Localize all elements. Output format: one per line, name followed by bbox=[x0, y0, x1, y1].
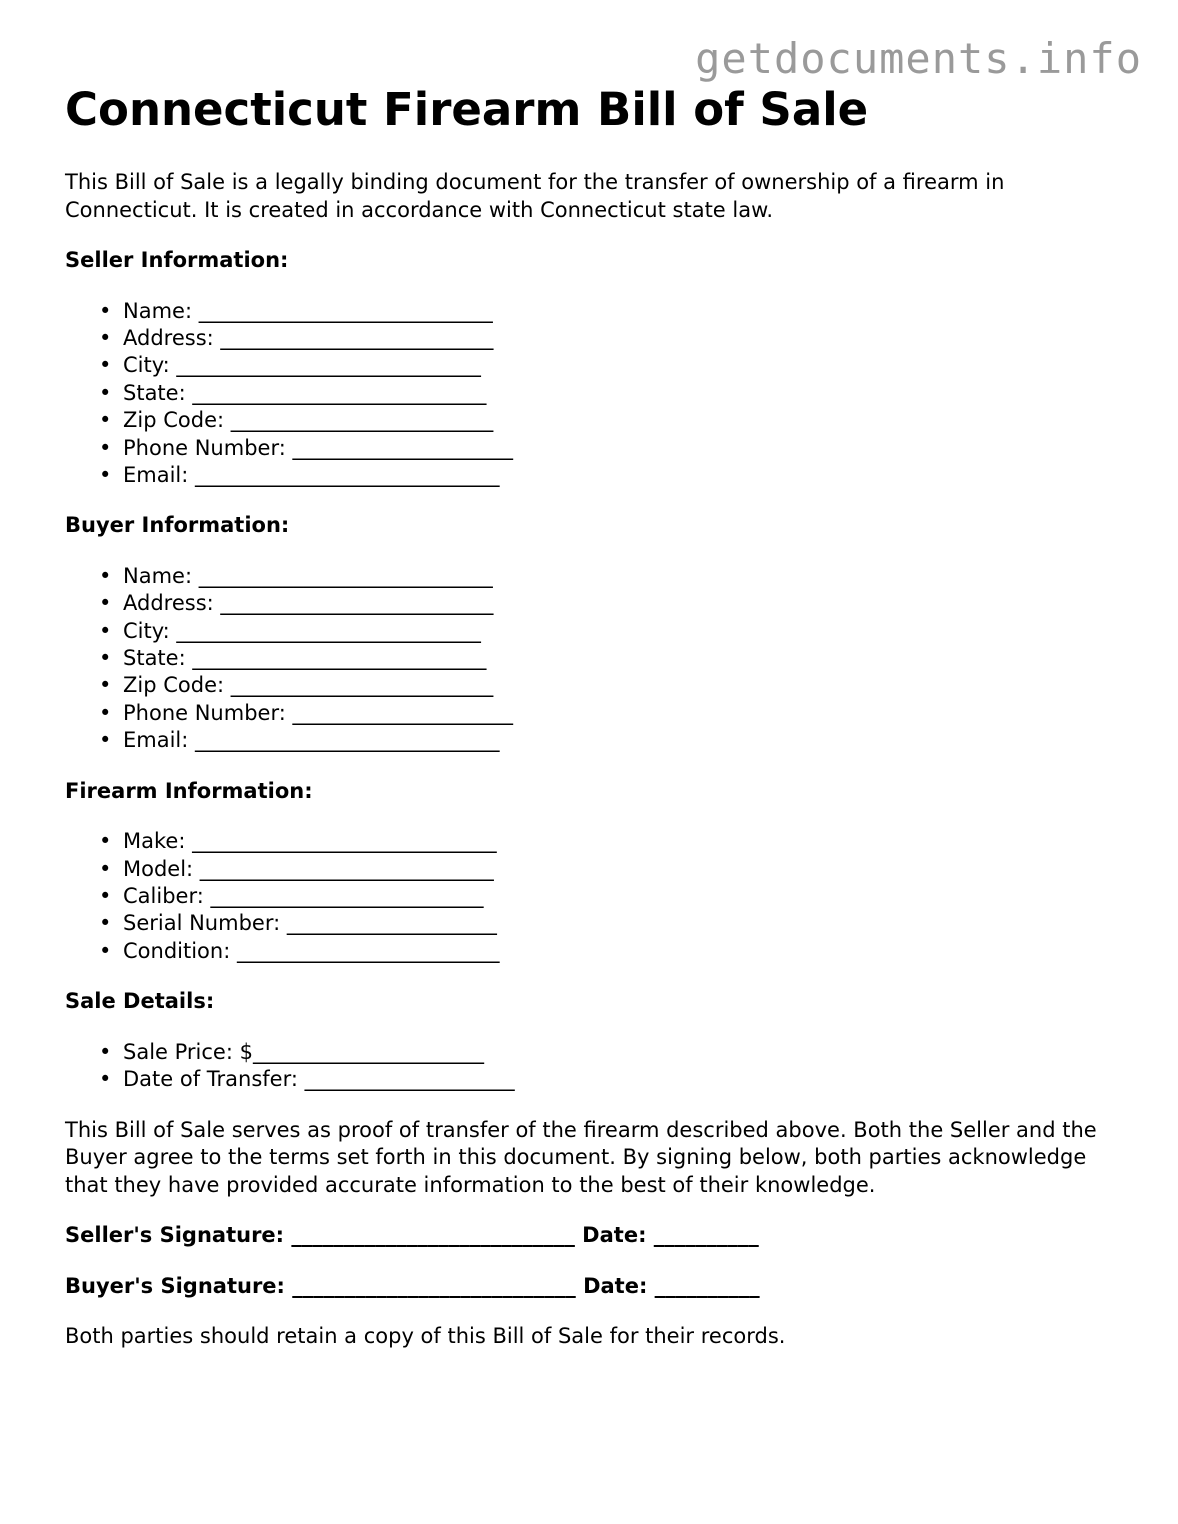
seller-name-field[interactable]: • Name: ____________________________ bbox=[123, 298, 1125, 325]
bullet-icon: • bbox=[99, 408, 112, 433]
bullet-icon: • bbox=[99, 618, 112, 643]
firearm-section-heading: Firearm Information: bbox=[65, 778, 313, 803]
buyer-field-list bbox=[65, 563, 1125, 755]
seller-section-heading: Seller Information: bbox=[65, 248, 289, 272]
final-note: Both parties should retain a copy of this Bill of Sale for their records. bbox=[65, 1324, 786, 1349]
buyer-name-field[interactable]: • Name: ____________________________ bbox=[123, 563, 1125, 590]
firearm-caliber-field[interactable]: • Caliber: __________________________ bbox=[123, 883, 1125, 910]
buyer-section-heading: Buyer Information: bbox=[65, 513, 290, 538]
bullet-icon: • bbox=[99, 884, 112, 908]
firearm-make-field[interactable]: • Make: _____________________________ bbox=[123, 828, 1125, 855]
document-page bbox=[65, 82, 1125, 1351]
seller-signature-line[interactable]: Seller's Signature: ___________________________ Date: __________ bbox=[65, 1223, 759, 1248]
page-title: Connecticut Firearm Bill of Sale bbox=[65, 83, 869, 136]
seller-zip-field[interactable]: • Zip Code: _________________________ bbox=[123, 407, 1125, 434]
bullet-icon: • bbox=[99, 353, 112, 378]
firearm-field-list bbox=[65, 828, 1125, 965]
seller-phone-field[interactable]: • Phone Number: _____________________ bbox=[123, 435, 1125, 462]
bullet-icon: • bbox=[99, 380, 112, 405]
buyer-address-field[interactable]: • Address: __________________________ bbox=[123, 590, 1125, 617]
bullet-icon: • bbox=[99, 1039, 112, 1064]
firearm-serial-field[interactable]: • Serial Number: ____________________ bbox=[123, 910, 1125, 937]
watermark: getdocuments.info bbox=[695, 34, 1142, 83]
closing-paragraph: This Bill of Sale serves as proof of transfer of the firearm described above. Both the Seller and the Buyer agree to the terms set forth in this document. By signing below, both parties acknowledge that they have provided accurate information to the best of their knowledge. bbox=[65, 1117, 1097, 1197]
bullet-icon: • bbox=[99, 673, 112, 698]
seller-field-list bbox=[65, 298, 1125, 490]
buyer-zip-field[interactable]: • Zip Code: _________________________ bbox=[123, 672, 1125, 699]
bullet-icon: • bbox=[99, 938, 112, 963]
bullet-icon: • bbox=[99, 646, 112, 671]
firearm-condition-field[interactable]: • Condition: _________________________ bbox=[123, 938, 1125, 965]
bullet-icon: • bbox=[99, 856, 112, 881]
seller-email-field[interactable]: • Email: _____________________________ bbox=[123, 462, 1125, 489]
bullet-icon: • bbox=[99, 462, 112, 487]
buyer-phone-field[interactable]: • Phone Number: _____________________ bbox=[123, 700, 1125, 727]
bullet-icon: • bbox=[99, 911, 112, 936]
bullet-icon: • bbox=[99, 591, 112, 616]
seller-city-field[interactable]: • City: _____________________________ bbox=[123, 352, 1125, 379]
bullet-icon: • bbox=[99, 325, 112, 350]
bullet-icon: • bbox=[99, 728, 112, 753]
bullet-icon: • bbox=[99, 829, 112, 854]
seller-state-field[interactable]: • State: ____________________________ bbox=[123, 380, 1125, 407]
buyer-email-field[interactable]: • Email: _____________________________ bbox=[123, 727, 1125, 754]
bullet-icon: • bbox=[99, 435, 112, 460]
firearm-model-field[interactable]: • Model: ____________________________ bbox=[123, 856, 1125, 883]
buyer-signature-line[interactable]: Buyer's Signature: ___________________________ Date: __________ bbox=[65, 1273, 760, 1298]
transfer-date-field[interactable]: • Date of Transfer: ____________________ bbox=[123, 1066, 1125, 1093]
buyer-state-field[interactable]: • State: ____________________________ bbox=[123, 645, 1125, 672]
bullet-icon: • bbox=[99, 298, 112, 323]
intro-paragraph: This Bill of Sale is a legally binding document for the transfer of ownership of a firearm in Connecticut. It is created in accordance with Connecticut state law. bbox=[65, 170, 1005, 222]
bullet-icon: • bbox=[99, 563, 112, 588]
sale-field-list bbox=[65, 1039, 1125, 1094]
sale-price-field[interactable]: • Sale Price: $______________________ bbox=[123, 1039, 1125, 1066]
seller-address-field[interactable]: • Address: __________________________ bbox=[123, 325, 1125, 352]
sale-section-heading: Sale Details: bbox=[65, 989, 215, 1014]
buyer-city-field[interactable]: • City: _____________________________ bbox=[123, 618, 1125, 645]
bullet-icon: • bbox=[99, 1067, 112, 1092]
bullet-icon: • bbox=[99, 700, 112, 725]
